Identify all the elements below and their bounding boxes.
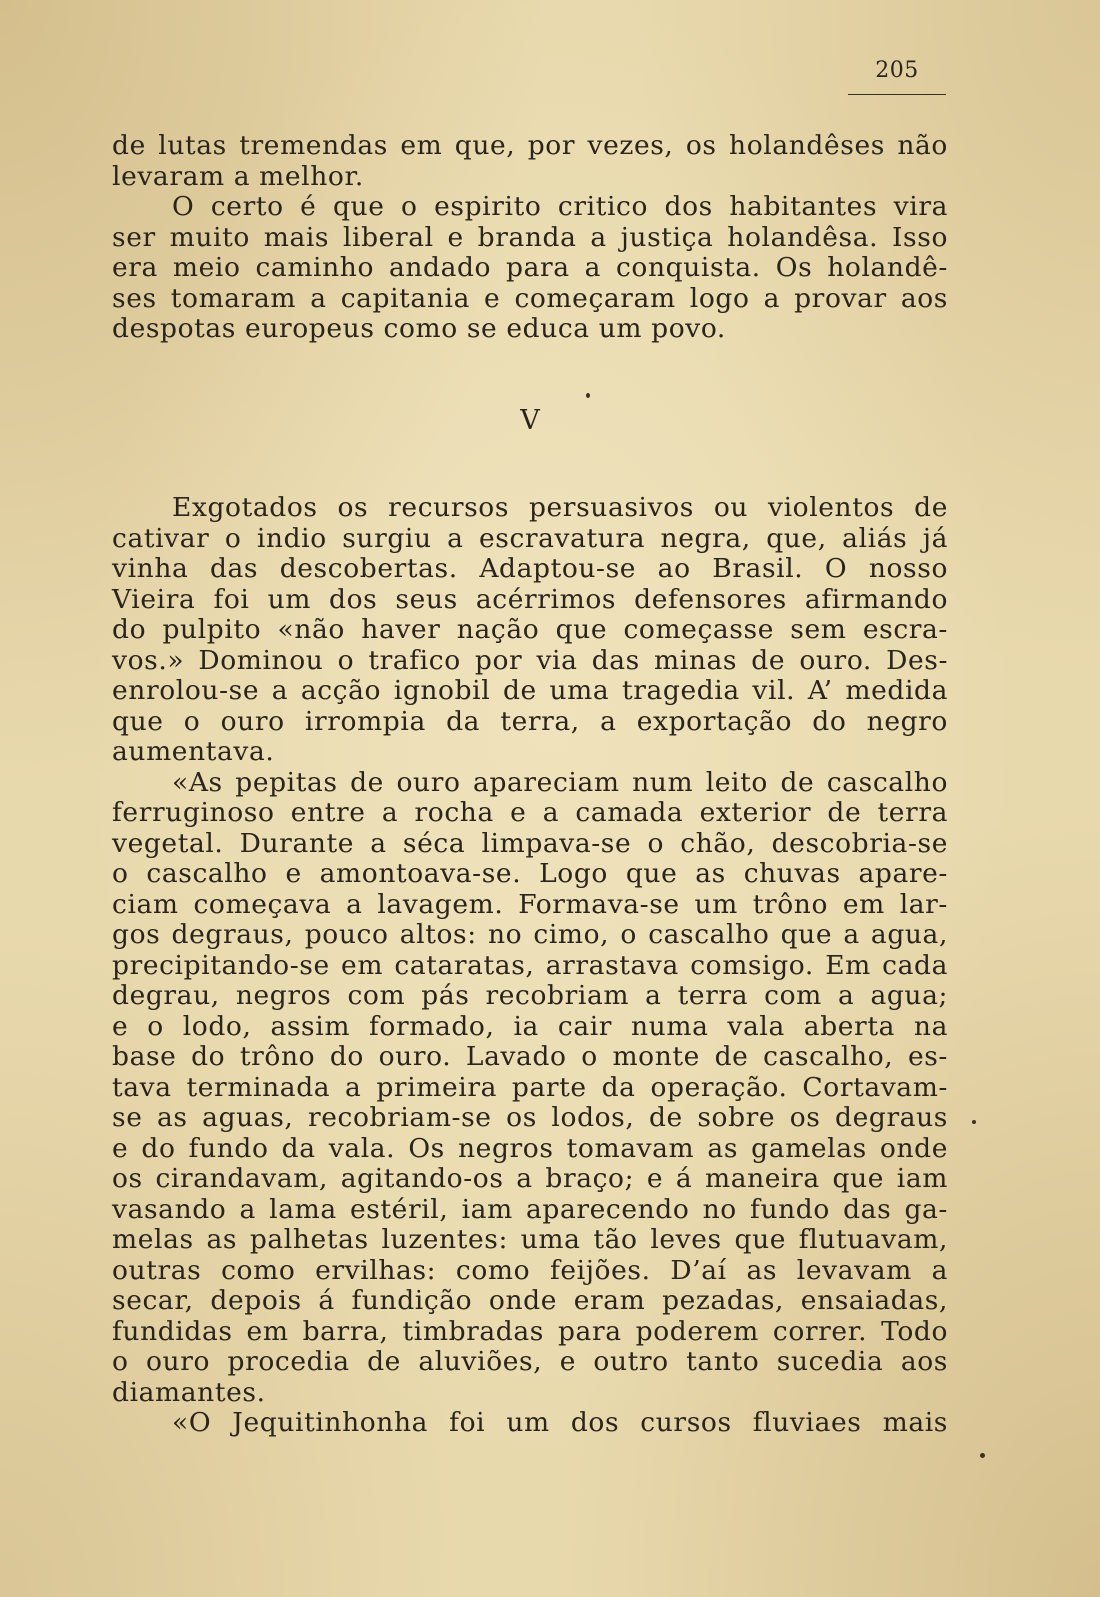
text-line: vasando a lama estéril, iam aparecendo no fundo das ga- <box>112 1193 948 1225</box>
text-line: os cirandavam, agitando-os a braço; e á maneira que iam <box>112 1163 948 1194</box>
text-line: Vieira foi um dos seus acérrimos defensores afirmando <box>112 583 948 615</box>
text-line: «As pepitas de ouro apareciam num leito de cascalho <box>172 766 948 798</box>
text-line: o ouro procedia de aluviões, e outro tanto sucedia aos <box>112 1346 948 1377</box>
text-line: «O Jequitinhonha foi um dos cursos fluviaes mais <box>172 1407 948 1438</box>
text-line: gos degraus, pouco altos: no cimo, o cascalho que a agua, <box>112 919 948 950</box>
text-line: vinha das descobertas. Adaptou-se ao Brasil. O nosso <box>112 553 948 584</box>
text-line: levaram a melhor. <box>112 160 364 192</box>
section-heading: V <box>520 405 540 436</box>
text-line: O certo é que o espirito critico dos habitantes vira <box>172 191 948 222</box>
text-line: outras como ervilhas: como feijões. D’aí as levavam a <box>112 1254 948 1286</box>
ink-speck <box>980 1453 985 1458</box>
text-line: degrau, negros com pás recobriam a terra com a agua; <box>112 980 948 1011</box>
text-line: precipitando-se em cataratas, arrastava comsigo. Em cada <box>112 949 948 981</box>
text-line: cativar o indio surgiu a escravatura negra, que, aliás já <box>112 522 948 554</box>
text-line: aumentava. <box>112 736 275 767</box>
text-line: despotas europeus como se educa um povo. <box>112 313 726 344</box>
text-line: e do fundo da vala. Os negros tomavam as gamelas onde <box>112 1132 948 1164</box>
text-line: fundidas em barra, timbradas para poderem correr. Todo <box>112 1315 948 1347</box>
text-line: tava terminada a primeira parte da operação. Cortavam- <box>112 1071 948 1103</box>
text-line: do pulpito «não haver nação que começasse sem escra- <box>112 614 948 645</box>
text-line: base do trôno do ouro. Lavado o monte de cascalho, es- <box>112 1041 948 1072</box>
text-line: era meio caminho andado para a conquista. Os holandê- <box>112 252 948 283</box>
text-line: vos.» Dominou o trafico por via das minas de ouro. Des- <box>112 644 948 676</box>
ink-speck <box>972 1120 976 1124</box>
text-line: enrolou-se a acção ignobil de uma tragedia vil. A’ medida <box>112 675 948 706</box>
text-line: melas as palhetas luzentes: uma tão leves que flutuavam, <box>112 1224 948 1255</box>
text-line: de lutas tremendas em que, por vezes, os holandêses não <box>112 130 948 161</box>
text-line: ferruginoso entre a rocha e a camada exterior de terra <box>112 797 948 828</box>
page-number: 205 <box>875 58 919 83</box>
text-line: que o ouro irrompia da terra, a exportação do negro <box>112 705 948 737</box>
text-line: ciam começava a lavagem. Formava-se um trôno em lar- <box>112 888 948 920</box>
text-line: vegetal. Durante a séca limpava-se o chão, descobria-se <box>112 827 948 859</box>
text-line: Exgotados os recursos persuasivos ou violentos de <box>172 492 948 523</box>
paragraph-block-top <box>112 131 948 345</box>
text-line: diamantes. <box>112 1376 266 1408</box>
header-rule <box>848 94 946 95</box>
text-line: ses tomaram a capitania e começaram logo a provar aos <box>112 282 948 314</box>
text-line: secar, depois á fundição onde eram pezadas, ensaiadas, <box>112 1285 948 1316</box>
text-line: se as aguas, recobriam-se os lodos, de sobre os degraus <box>112 1102 948 1133</box>
ink-speck <box>586 393 590 398</box>
text-line: o cascalho e amontoava-se. Logo que as chuvas apare- <box>112 858 948 889</box>
text-line: ser muito mais liberal e branda a justiça holandêsa. Isso <box>112 221 948 253</box>
text-line: e o lodo, assim formado, ia cair numa vala aberta na <box>112 1010 948 1042</box>
paragraph-block-main <box>112 493 948 1439</box>
